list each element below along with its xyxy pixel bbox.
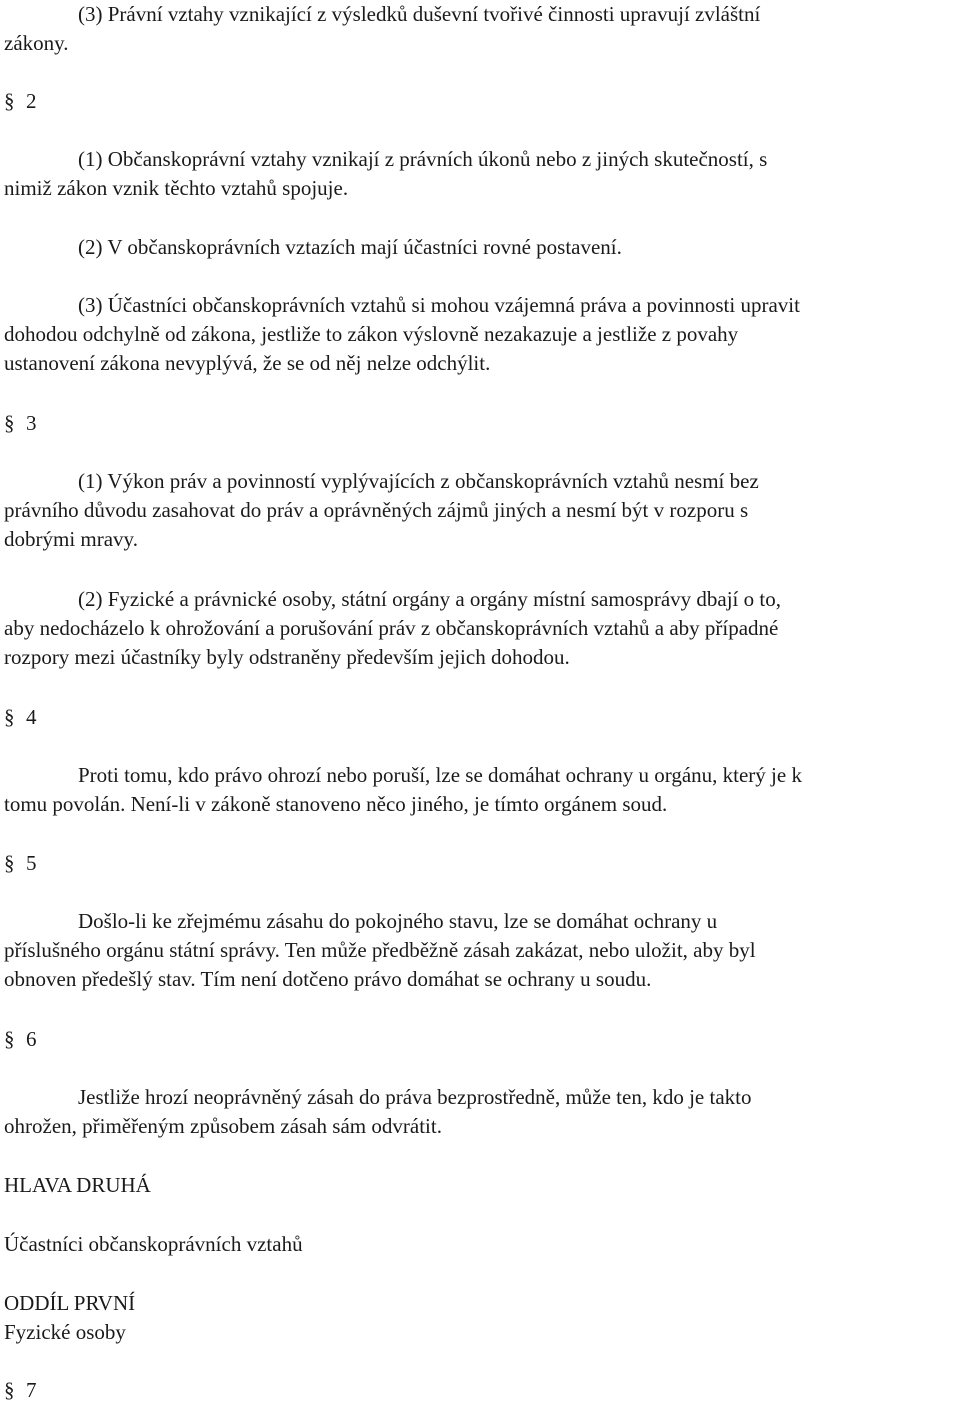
- section-heading-5: [4, 849, 37, 878]
- paragraph-5: Došlo-li ke zřejmému zásahu do pokojného stavu, lze se domáhat ochrany u příslušného orgánu státní správy. Ten může předběžně zásah zakázat, nebo uložit, aby byl obnoven předešlý stav. Tím není dotčeno právo domáhat se ochrany u soudu.: [4, 909, 756, 991]
- section-symbol: §: [4, 1027, 15, 1051]
- paragraph-1-3: (3) Právní vztahy vznikající z výsledků duševní tvořivé činnosti upravují zvláštní zákony.: [4, 2, 761, 55]
- part-title: Účastníci občanskoprávních vztahů: [4, 1232, 303, 1256]
- section-heading-4: [4, 703, 37, 732]
- paragraph-4: Proti tomu, kdo právo ohrozí nebo poruší, lze se domáhat ochrany u orgánu, který je k tomu povolán. Není-li v zákoně stanoveno něco jiného, je tímto orgánem soud.: [4, 763, 802, 816]
- section-number: 3: [26, 411, 37, 435]
- section-heading-2: [4, 87, 37, 116]
- section-symbol: §: [4, 1378, 15, 1402]
- paragraph-3-2: (2) Fyzické a právnické osoby, státní orgány a orgány místní samosprávy dbají o to, aby nedocházelo k ohrožování a porušování práv z občanskoprávních vztahů a aby případné rozpory mezi účastníky byly odstraněny především jejich dohodou.: [4, 587, 781, 669]
- section-number: 4: [26, 705, 37, 729]
- division-heading: ODDÍL PRVNÍ: [4, 1291, 136, 1315]
- division-title: Fyzické osoby: [4, 1320, 126, 1344]
- paragraph-2-3: (3) Účastníci občanskoprávních vztahů si mohou vzájemná práva a povinnosti upravit dohodou odchylně od zákona, jestliže to zákon výslovně nezakazuje a jestliže z povahy ustanovení zákona nevyplývá, že se od něj nelze odchýlit.: [4, 293, 800, 375]
- section-heading-3: [4, 409, 37, 438]
- paragraph-2-1: (1) Občanskoprávní vztahy vznikají z právních úkonů nebo z jiných skutečností, s nimiž zákon vznik těchto vztahů spojuje.: [4, 147, 768, 200]
- section-heading-6: [4, 1025, 37, 1054]
- paragraph-6: Jestliže hrozí neoprávněný zásah do práva bezprostředně, může ten, kdo je takto ohrožen, přiměřeným způsobem zásah sám odvrátit.: [4, 1085, 752, 1138]
- paragraph-3-1: (1) Výkon práv a povinností vyplývajících z občanskoprávních vztahů nesmí bez právního důvodu zasahovat do práv a oprávněných zájmů jiných a nesmí být v rozporu s dobrými mravy.: [4, 469, 759, 551]
- section-number: 2: [26, 89, 37, 113]
- paragraph-2-2: (2) V občanskoprávních vztazích mají účastníci rovné postavení.: [78, 235, 622, 259]
- section-symbol: §: [4, 89, 15, 113]
- section-symbol: §: [4, 851, 15, 875]
- section-symbol: §: [4, 705, 15, 729]
- section-number: 5: [26, 851, 37, 875]
- section-number: 6: [26, 1027, 37, 1051]
- section-heading-7: [4, 1376, 37, 1405]
- section-symbol: §: [4, 411, 15, 435]
- part-heading: HLAVA DRUHÁ: [4, 1173, 151, 1197]
- section-number: 7: [26, 1378, 37, 1402]
